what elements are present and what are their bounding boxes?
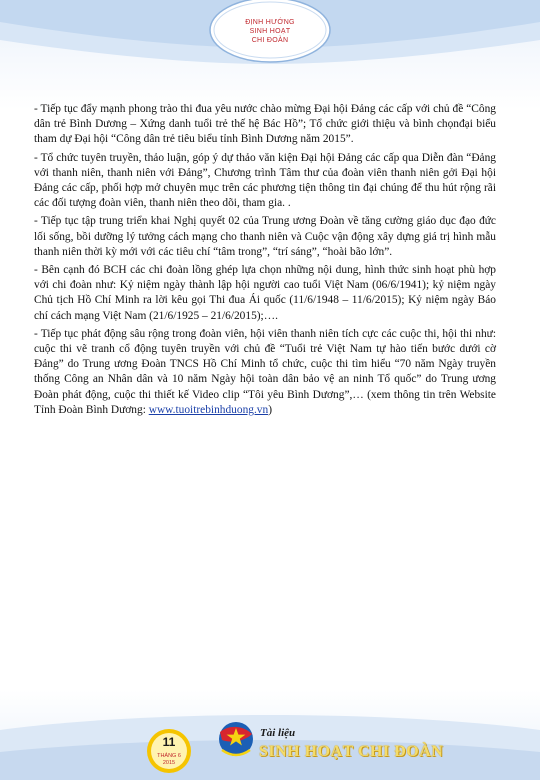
paragraph-1: - Tiếp tục đẩy mạnh phong trào thi đua yêu nước chào mừng Đại hội Đảng các cấp với chủ đề “Công dân trẻ Bình Dương – Xứng danh tuổi trẻ thế hệ Bác Hồ”; Tổ chức giới thiệu và bình chọnđại biểu tham dự Đại hội “Công dân trẻ tiêu biểu tỉnh Bình Dương năm 2015”.: [34, 103, 496, 146]
paragraph-5: [34, 327, 496, 418]
paragraph-5-text: - Tiếp tục phát động sâu rộng trong đoàn viên, hội viên thanh niên tích cực các cuộc thi, hội thi như: cuộc thi vẽ tranh cổ động tuyên truyền với chủ đề “Tuổi trẻ Việt Nam tự hào tiến bước dưới cờ Đảng” do Trung ương Đoàn TNCS Hồ Chí Minh tổ chức, cuộc thi tìm hiểu “70 năm Ngày truyền thống Công an Nhân dân và 10 năm Ngày hội toàn dân bảo vệ an ninh Tổ quốc” do Trung ương Đoàn phát động, cuộc thi thiết kế Video clip “Tôi yêu Bình Dương”,… (xem thông tin trên Website Tỉnh Đoàn Bình Dương:: [34, 327, 496, 416]
youth-union-logo-icon: [216, 720, 256, 762]
header-line-3: CHI ĐOÀN: [251, 36, 289, 44]
body-text: [34, 102, 496, 421]
issue-year: 2015: [162, 759, 176, 766]
issue-month: THÁNG 6: [157, 752, 181, 759]
paragraph-2: - Tổ chức tuyên truyền, thảo luận, góp ý dự thảo văn kiện Đại hội Đảng các cấp qua Diễn đàn “Đảng với thanh niên, thanh niên với Đảng”, Chương trình Tâm thư của đoàn viên thanh niên gởi Đại hội Đảng các cấp, phối hợp mở chuyên mục trên các phương tiện thông tin đại chúng để thu hút rộng rãi các đối tượng đoàn viên, thanh niên theo dõi, tham gia. .: [34, 151, 496, 210]
header-line-2: SINH HOẠT: [249, 27, 291, 35]
website-link[interactable]: www.tuoitrebinhduong.vn: [148, 403, 269, 416]
header-line-1: ĐỊNH HƯỚNG: [245, 18, 295, 26]
paragraph-5-close: ): [268, 403, 272, 416]
footer-title-big: SINH HOẠT CHI ĐOÀN: [259, 743, 444, 760]
page-number-badge: [146, 728, 192, 774]
paragraph-4: - Bên cạnh đó BCH các chi đoàn lồng ghép lựa chọn những nội dung, hình thức sinh hoạt phù hợp với chi đoàn như: Kỷ niệm ngày thành lập hội người cao tuổi Việt Nam (06/6/1941); kỷ niệm ngày Chủ tịch Hồ Chí Minh ra lời kêu gọi Thi đua Ái quốc (11/6/1948 – 11/6/2015); Kỷ niệm ngày Báo chí cách mạng Việt Nam (21/6/1925 – 21/6/2015);….: [34, 264, 496, 322]
page-number: 11: [162, 734, 176, 749]
header-badge: [214, 0, 326, 62]
paragraph-3: - Tiếp tục tập trung triển khai Nghị quyết 02 của Trung ương Đoàn về tăng cường giáo dục đạo đức lối sống, bồi dưỡng lý tưởng cách mạng cho thanh niên và Cuộc vận động xây dựng giá trị hình mẫu thanh niên thời kỳ mới với các tiêu chí “tâm trong”, “trí sáng”, “hoài bão lớn”.: [34, 215, 496, 258]
footer-title-small: Tài liệu: [260, 727, 296, 739]
